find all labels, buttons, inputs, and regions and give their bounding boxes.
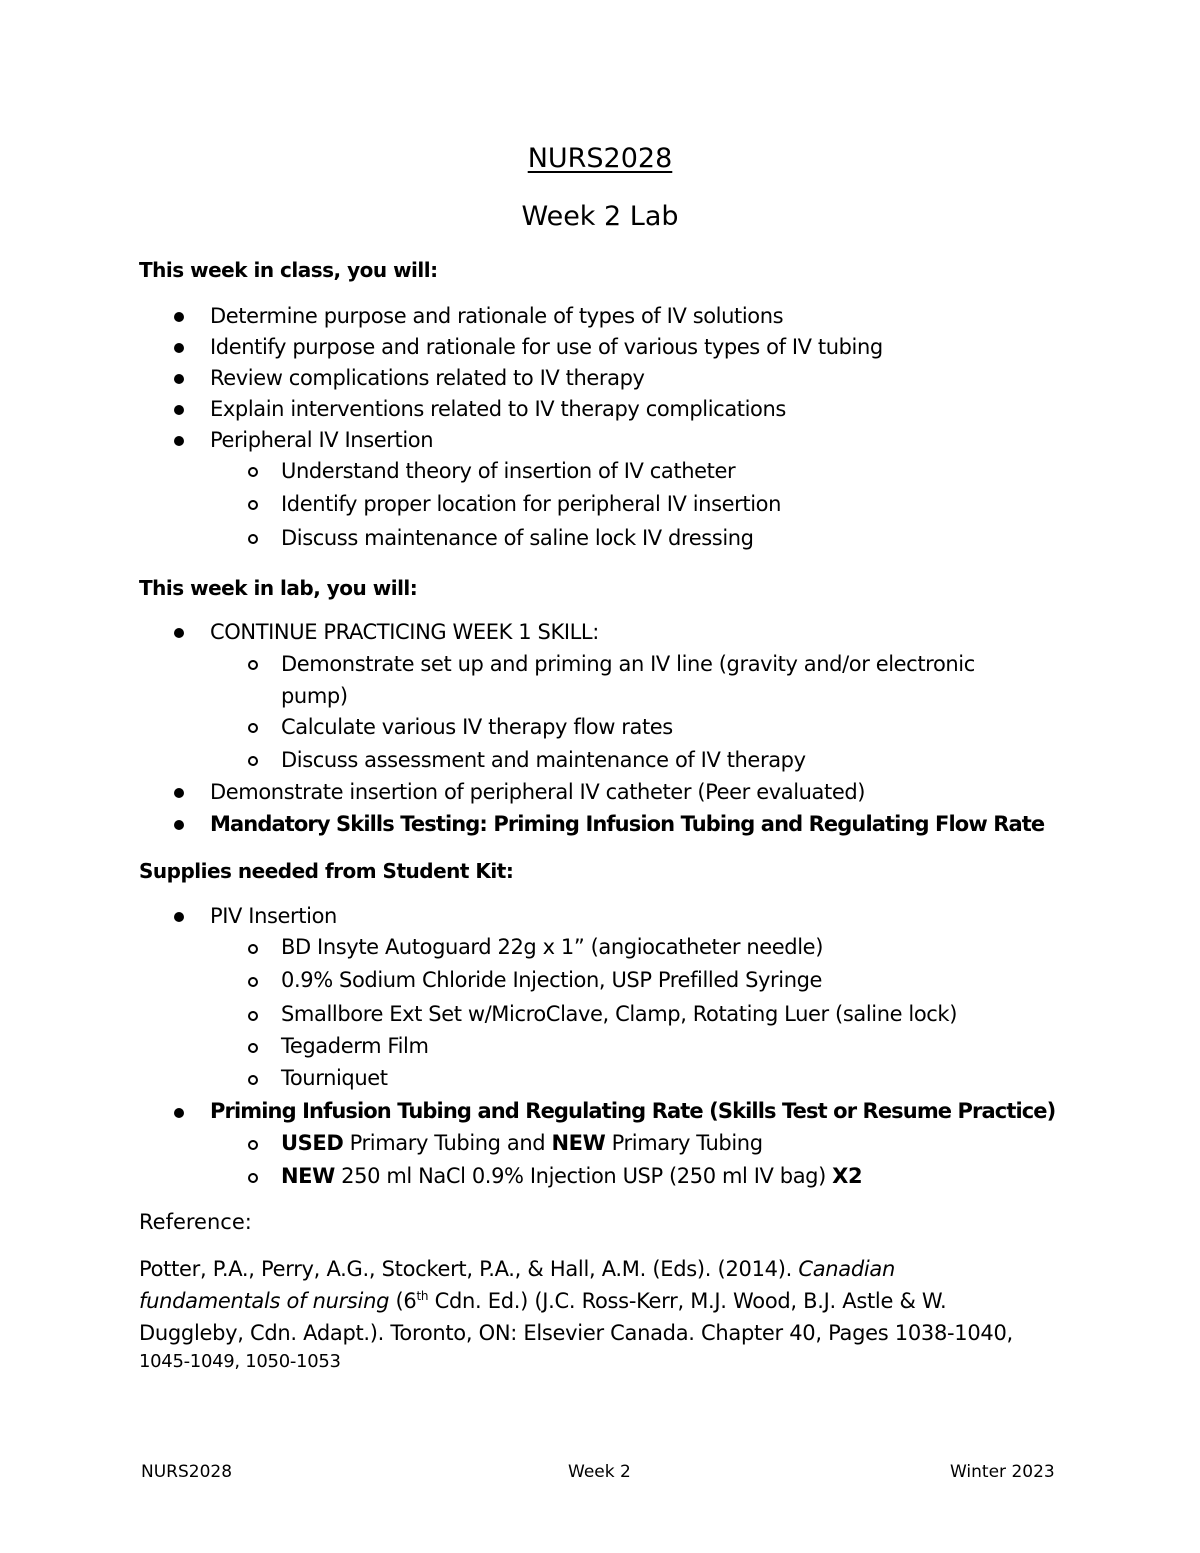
lab-item-mandatory: Mandatory Skills Testing: Priming Infusion Tubing and Regulating Flow Rate	[210, 812, 1045, 836]
class-item: Peripheral IV Insertion	[210, 428, 434, 452]
sub-bullet-icon	[248, 467, 258, 477]
sub-bullet-icon	[248, 944, 258, 954]
bullet-icon	[174, 788, 184, 798]
lab-subitem: Discuss assessment and maintenance of IV therapy	[281, 748, 806, 772]
bullet-icon	[174, 436, 184, 446]
lab-subitem: Demonstrate set up and priming an IV line (gravity and/or electronic	[281, 652, 975, 676]
tubing-text: Primary Tubing and	[343, 1131, 552, 1155]
lab-item: CONTINUE PRACTICING WEEK 1 SKILL:	[210, 620, 599, 644]
sub-bullet-icon	[248, 1011, 258, 1021]
sub-bullet-icon	[248, 1043, 258, 1053]
footer-term: Winter 2023	[950, 1462, 1055, 1482]
sub-bullet-icon	[248, 1140, 258, 1150]
supplies-subitem: 0.9% Sodium Chloride Injection, USP Prefilled Syringe	[281, 968, 823, 992]
reference-text: (6	[389, 1289, 417, 1313]
supplies-subitem: Tegaderm Film	[281, 1034, 429, 1058]
class-item: Review complications related to IV therapy	[210, 366, 645, 390]
supplies-item: PIV Insertion	[210, 904, 337, 928]
lab-subitem: Calculate various IV therapy flow rates	[281, 715, 673, 739]
reference-line-1	[139, 1257, 895, 1281]
reference-title: fundamentals of nursing	[139, 1289, 390, 1313]
sub-bullet-icon	[248, 660, 258, 670]
new-label: NEW	[281, 1164, 335, 1188]
sub-bullet-icon	[248, 1075, 258, 1085]
reference-label: Reference:	[139, 1210, 252, 1234]
tubing-text: Primary Tubing	[605, 1131, 763, 1155]
class-item: Identify purpose and rationale for use of various types of IV tubing	[210, 335, 883, 359]
footer-week: Week 2	[568, 1462, 631, 1482]
reference-superscript: th	[416, 1289, 429, 1303]
used-label: USED	[281, 1131, 344, 1155]
reference-text: Cdn. Ed.) (J.C. Ross-Kerr, M.J. Wood, B.J. Astle & W.	[428, 1289, 947, 1313]
bullet-icon	[174, 912, 184, 922]
reference-title: Canadian	[798, 1257, 895, 1281]
class-subitem: Understand theory of insertion of IV catheter	[281, 459, 736, 483]
supplies-item-priming: Priming Infusion Tubing and Regulating Rate (Skills Test or Resume Practice)	[210, 1099, 1056, 1123]
sub-bullet-icon	[248, 977, 258, 987]
class-subitem: Discuss maintenance of saline lock IV dressing	[281, 526, 754, 550]
bullet-icon	[174, 405, 184, 415]
reference-line-2	[139, 1289, 946, 1313]
bullet-icon	[174, 312, 184, 322]
lab-subitem-continued: pump)	[281, 684, 348, 708]
lab-item: Demonstrate insertion of peripheral IV catheter (Peer evaluated)	[210, 780, 866, 804]
new-label: NEW	[551, 1131, 606, 1155]
supplies-subitem-tubing	[281, 1131, 763, 1155]
sub-bullet-icon	[248, 534, 258, 544]
bullet-icon	[174, 343, 184, 353]
lab-section-heading: This week in lab, you will:	[139, 576, 418, 600]
sub-bullet-icon	[248, 1173, 258, 1183]
quantity-label: X2	[832, 1164, 863, 1188]
supplies-section-heading: Supplies needed from Student Kit:	[139, 859, 514, 883]
supplies-subitem-bag	[281, 1164, 862, 1188]
bullet-icon	[174, 374, 184, 384]
class-section-heading: This week in class, you will:	[139, 258, 438, 282]
bag-text: 250 ml NaCl 0.9% Injection USP (250 ml IV bag)	[334, 1164, 833, 1188]
class-item: Explain interventions related to IV therapy complications	[210, 397, 786, 421]
sub-bullet-icon	[248, 723, 258, 733]
sub-bullet-icon	[248, 756, 258, 766]
bullet-icon	[174, 1108, 184, 1118]
reference-text: Potter, P.A., Perry, A.G., Stockert, P.A., & Hall, A.M. (Eds). (2014).	[139, 1257, 799, 1281]
reference-line-3: Duggleby, Cdn. Adapt.). Toronto, ON: Elsevier Canada. Chapter 40, Pages 1038-1040,	[139, 1321, 1013, 1345]
footer-course: NURS2028	[141, 1462, 233, 1482]
supplies-subitem: Tourniquet	[281, 1066, 388, 1090]
bullet-icon	[174, 820, 184, 830]
reference-line-4: 1045-1049, 1050-1053	[139, 1351, 341, 1372]
sub-bullet-icon	[248, 500, 258, 510]
bullet-icon	[174, 628, 184, 638]
week-title: Week 2 Lab	[521, 201, 679, 232]
class-subitem: Identify proper location for peripheral IV insertion	[281, 492, 781, 516]
class-item: Determine purpose and rationale of types of IV solutions	[210, 304, 784, 328]
course-title: NURS2028	[527, 143, 673, 174]
supplies-subitem: Smallbore Ext Set w/MicroClave, Clamp, Rotating Luer (saline lock)	[281, 1002, 957, 1026]
supplies-subitem: BD Insyte Autoguard 22g x 1” (angiocatheter needle)	[281, 935, 823, 959]
